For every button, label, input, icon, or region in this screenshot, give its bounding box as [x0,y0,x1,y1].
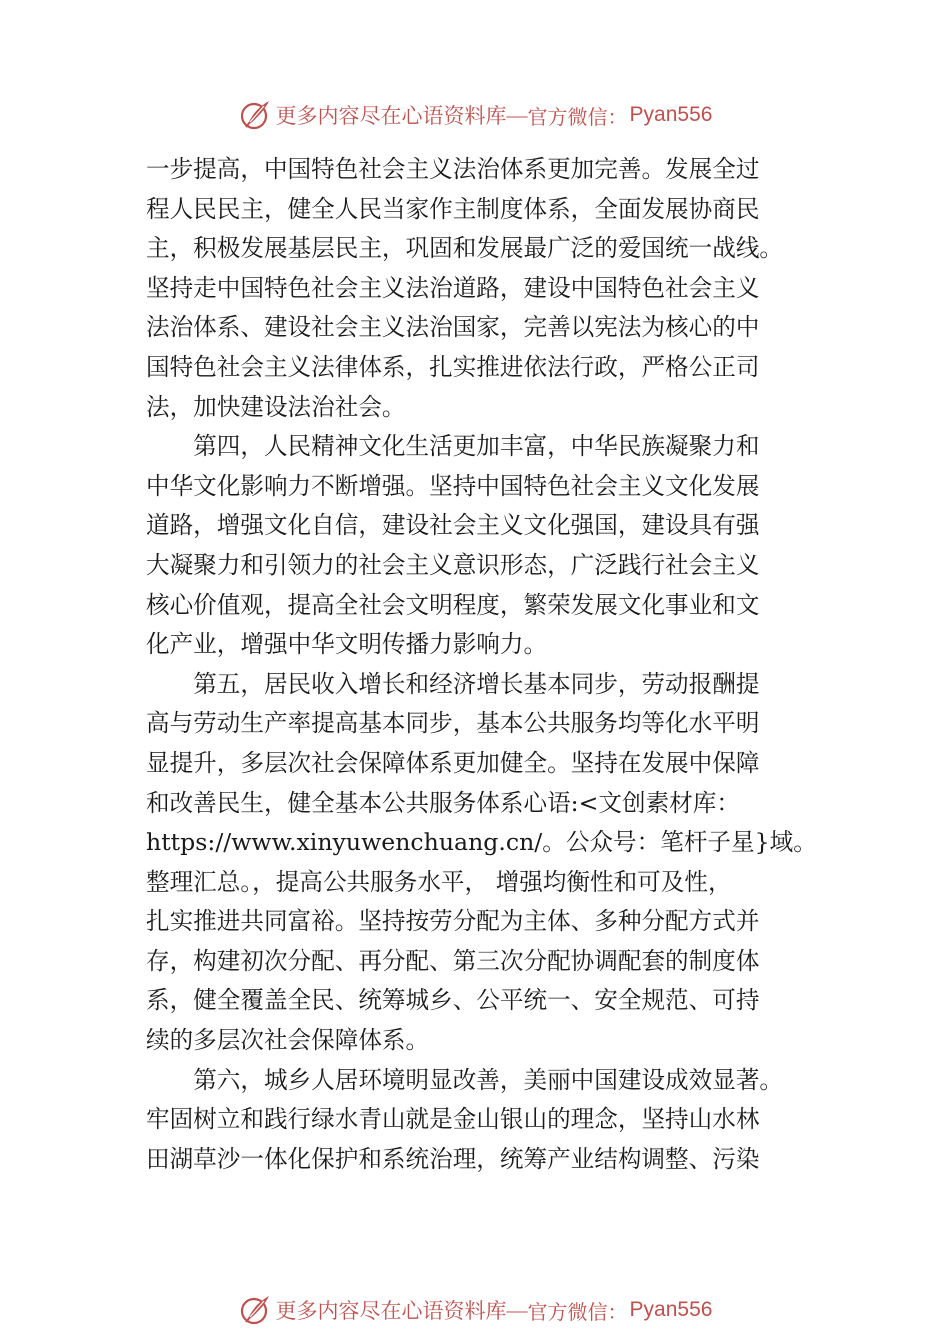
page-header-banner [0,95,950,135]
header-wechat-id: Pyan556 [629,103,713,126]
paragraph-1 [146,150,812,427]
feather-pen-logo-icon [238,97,274,133]
text-line-url: https://www.xinyuwenchuang.cn/。公众号：笔杆子星}域。 [146,828,817,857]
text-line: 国特色社会主义法律体系，扎实推进依法行政，严格公正司 [146,352,760,381]
header-banner-text: 更多内容尽在心语资料库 [275,104,507,128]
feather-pen-logo-icon [238,1292,274,1328]
text-line: 中华文化影响力不断增强。坚持中国特色社会主义文化发展 [146,471,760,500]
paragraph-3 [146,665,817,1061]
text-line: 第四，人民精神文化生活更加丰富，中华民族凝聚力和 [193,432,760,461]
paragraph-2 [146,427,812,665]
text-line: 高与劳动生产率提高基本同步，基本公共服务均等化水平明 [146,709,760,738]
text-line: 第六，城乡人居环境明显改善，美丽中国建设成效显著。 [193,1065,784,1094]
text-line: 大凝聚力和引领力的社会主义意识形态，广泛践行社会主义 [146,550,760,579]
text-line: 续的多层次社会保障体系。 [146,1026,430,1055]
text-line: 法治体系、建设社会主义法治国家，完善以宪法为核心的中 [146,313,760,342]
text-line: 和改善民生，健全基本公共服务体系心语:<文创素材库： [146,788,740,817]
text-line: 系，健全覆盖全民、统筹城乡、公平统一、安全规范、可持 [146,986,760,1015]
text-line: 牢固树立和践行绿水青山就是金山银山的理念，坚持山水林 [146,1105,760,1134]
footer-wechat-label: 官方微信： [527,1299,628,1324]
text-line: 存，构建初次分配、再分配、第三次分配协调配套的制度体 [146,946,760,975]
footer-separator: — [506,1297,528,1322]
footer-banner-text: 更多内容尽在心语资料库 [275,1299,507,1323]
header-separator: — [506,102,528,127]
text-line: 显提升，多层次社会保障体系更加健全。坚持在发展中保障 [146,748,760,777]
text-line: 核心价值观，提高全社会文明程度，繁荣发展文化事业和文 [146,590,760,619]
text-line: 坚持走中国特色社会主义法治道路，建设中国特色社会主义 [146,273,760,302]
text-line: 法，加快建设法治社会。 [146,392,406,421]
page-footer-banner [0,1290,950,1330]
header-wechat-label: 官方微信： [527,104,628,129]
paragraph-4 [146,1061,812,1180]
text-line: 田湖草沙一体化保护和系统治理，统筹产业结构调整、污染 [146,1144,760,1173]
document-body [146,150,817,1179]
text-line: 道路，增强文化自信，建设社会主义文化强国，建设具有强 [146,511,760,540]
text-line: 程人民民主，健全人民当家作主制度体系，全面发展协商民 [146,194,760,223]
text-line: 一步提高，中国特色社会主义法治体系更加完善。发展全过 [146,155,760,183]
text-line: 化产业，增强中华文明传播力影响力。 [146,630,548,659]
text-line: 扎实推进共同富裕。坚持按劳分配为主体、多种分配方式并 [146,907,760,936]
text-line: 整理汇总。，提高公共服务水平， 增强均衡性和可及性， [146,867,732,896]
text-line: 第五，居民收入增长和经济增长基本同步，劳动报酬提 [193,669,760,698]
text-line: 主，积极发展基层民主，巩固和发展最广泛的爱国统一战线。 [146,234,784,263]
footer-wechat-id: Pyan556 [629,1298,713,1321]
